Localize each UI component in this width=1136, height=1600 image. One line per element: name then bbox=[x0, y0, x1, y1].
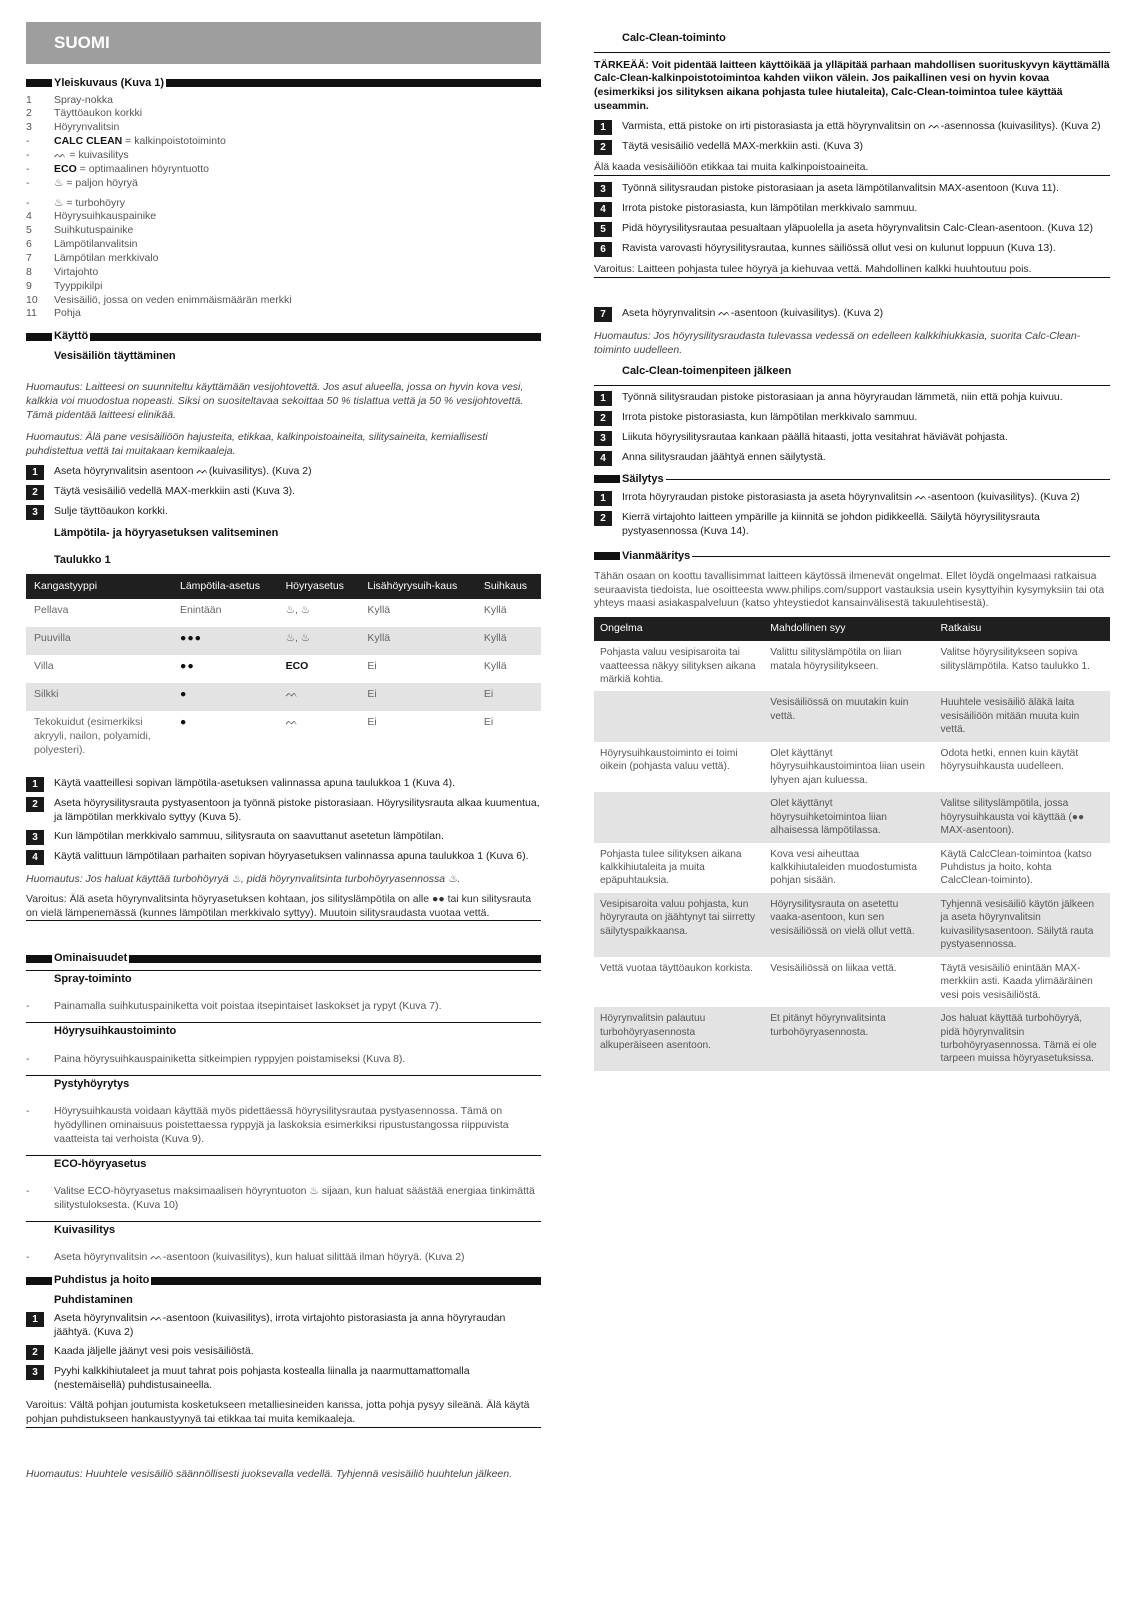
table-cell bbox=[594, 792, 764, 842]
table-cell: Höyrynvalitsin palautuu turbohöyryasennosta alkuperäiseen asentoon. bbox=[594, 1007, 764, 1071]
step bbox=[594, 491, 1110, 506]
feature-item bbox=[26, 1053, 541, 1067]
item-text bbox=[54, 94, 113, 108]
table-row bbox=[594, 742, 1110, 792]
step bbox=[594, 391, 1110, 406]
table-cell: ● bbox=[172, 683, 278, 711]
table-cell: ♨, ♨ bbox=[285, 604, 311, 617]
table-cell: Vesipisaroita valuu pohjasta, kun höyryrauta on jäähtynyt tai siirretty säilytyspaikkaansa. bbox=[594, 893, 764, 957]
step-number: 4 bbox=[594, 451, 612, 466]
step bbox=[594, 511, 1110, 539]
table-cell: Täytä vesisäiliö enintään MAX-merkkiin asti. Kaada ylimääräinen vesi pois vesisäiliöstä. bbox=[940, 962, 1093, 1001]
overview-item bbox=[26, 238, 541, 252]
table-cell: Ei bbox=[367, 716, 377, 729]
table-header: Kangastyyppi bbox=[26, 574, 172, 600]
table-cell: Ei bbox=[359, 683, 475, 711]
item-label: ♨ = paljon höyryä bbox=[54, 176, 138, 189]
feature-item bbox=[26, 1251, 541, 1265]
table-cell: Tyhjennä vesisäiliö käytön jälkeen ja aseta höyrynvalitsin kuivasilitysasentoon. Säilytä rauta pystyasennossa. bbox=[935, 893, 1110, 957]
item-bold: CALC CLEAN bbox=[54, 135, 123, 148]
item-number: - bbox=[26, 176, 30, 189]
right-column bbox=[594, 30, 1110, 1071]
step bbox=[26, 850, 541, 865]
overview-item bbox=[26, 121, 541, 135]
step-number: 1 bbox=[594, 391, 612, 406]
cleaning-steps bbox=[26, 1312, 541, 1392]
item-text bbox=[54, 294, 292, 308]
temp-steps bbox=[26, 777, 541, 865]
step bbox=[594, 431, 1110, 446]
table-cell bbox=[594, 691, 764, 741]
step-text: Pyyhi kalkkihiutaleet ja muut tahrat pois pohjasta kostealla liinalla ja naarmuttamattomalla (nestemäisellä) puhdistusaineella. bbox=[54, 1365, 470, 1391]
table-cell: Kyllä bbox=[483, 660, 507, 673]
step bbox=[594, 140, 1110, 155]
step bbox=[26, 485, 541, 500]
step-text: Täytä vesisäiliö vedellä MAX-merkkiin asti. (Kuva 3) bbox=[622, 139, 863, 152]
cleaning-warning: Varoitus: Vältä pohjan joutumista kosketukseen metalliesineiden kanssa, jotta pohja pysyy sileänä. Älä käytä pohjan puhdistukseen hankaustyynyä tai etikkaa tai muita kemikaaleja. bbox=[26, 1399, 541, 1428]
step-text: Käytä valittuun lämpötilaan parhaiten sopivan höyryasetuksen valinnassa apuna taulukkoa 1 (Kuva 6). bbox=[54, 849, 529, 862]
item-label: Vesisäiliö, jossa on veden enimmäismäärän merkki bbox=[54, 293, 292, 306]
feature-title: Höyrysuihkaustoiminto bbox=[26, 1022, 541, 1039]
table-cell: Pohjasta tulee silityksen aikana kalkkihiutaleita ja muita epäpuhtauksia. bbox=[600, 848, 742, 887]
fill-title: Vesisäiliön täyttäminen bbox=[54, 349, 176, 362]
table-header: Lämpötila-asetus bbox=[172, 574, 278, 600]
step-text: Käytä vaatteillesi sopivan lämpötila-asetuksen valinnassa apuna taulukkoa 1 (Kuva 4). bbox=[54, 777, 455, 790]
feature-title: Spray-toiminto bbox=[26, 970, 541, 987]
table-row bbox=[594, 691, 1110, 741]
table-row bbox=[26, 655, 541, 683]
troubleshooting-intro: Tähän osaan on koottu tavallisimmat laitteen käytössä ilmenevät ongelmat. Ellet löydä ongelmaasi ratkaisua seuraavista tiedoista, lue osoitteesta www.philips.com/support vastauksia usein kysyttyihin kysymyksiin tai ota yhteys maasi asiakaspalveluun (katso yhteystiedot kansainvälisestä takuulehtisestä). bbox=[594, 569, 1105, 610]
table-cell: ●● bbox=[180, 660, 195, 673]
table-cell: Vettä vuotaa täyttöaukon korkista. bbox=[600, 962, 753, 974]
step-number: 3 bbox=[594, 182, 612, 197]
item-number: 10 bbox=[26, 293, 38, 306]
feature-text: Paina höyrysuihkauspainiketta sitkeimpien ryppyjen poistamiseksi (Kuva 8). bbox=[54, 1052, 406, 1065]
overview-item bbox=[26, 224, 541, 238]
step-number: 2 bbox=[594, 140, 612, 155]
item-text bbox=[54, 135, 226, 149]
item-label: Pohja bbox=[54, 307, 81, 320]
item-text bbox=[54, 149, 129, 163]
table-cell: ● bbox=[180, 716, 188, 729]
table-cell: Villa bbox=[34, 660, 54, 673]
step bbox=[26, 465, 541, 480]
overview-item bbox=[26, 163, 541, 177]
item-text bbox=[54, 210, 156, 224]
table-header: Suihkaus bbox=[476, 574, 541, 600]
section-troubleshooting: Vianmääritys bbox=[594, 549, 1110, 564]
table-cell: Höyrysuihkaustoiminto ei toimi oikein (pohjasta valuu vettä). bbox=[600, 747, 738, 773]
section-overview: Yleiskuvaus (Kuva 1) bbox=[26, 76, 541, 91]
step-text: Kierrä virtajohto laitteen ympärille ja kiinnitä se johdon pidikkeellä. Säilytä höyrysilitysrauta pystyasennossa (Kuva 14). bbox=[622, 511, 1040, 538]
table-cell: Höyrysilitysrauta on asetettu vaaka-asentoon, kun sen vesisäiliössä on vielä ollut vettä. bbox=[764, 893, 934, 957]
note-chemicals: Huomautus: Älä pane vesisäiliöön hajusteita, etikkaa, kalkinpoistoaineita, silitysaineita, kemiallisesti puhdistettua vettä tai muitakaan kemikaaleja. bbox=[26, 430, 488, 457]
left-column bbox=[26, 22, 541, 1487]
table-row bbox=[594, 843, 1110, 893]
calc-warning-1: Älä kaada vesisäiliöön etikkaa tai muita kalkinpoistoaineita. bbox=[594, 161, 1110, 176]
item-text bbox=[54, 107, 142, 121]
calc-steps-a bbox=[594, 120, 1110, 155]
item-text bbox=[54, 121, 119, 135]
overview-item bbox=[26, 177, 541, 191]
step-text: Aseta höyrysilitysrauta pystyasentoon ja työnnä pistoke pistorasiaan. Höyrysilitysrauta alkaa kuumentua, ja lämpötilan merkkivalo syttyy (Kuva 5). bbox=[54, 797, 540, 823]
calc-clean-title: Calc-Clean-toiminto bbox=[622, 32, 726, 44]
table-row bbox=[26, 599, 541, 627]
step-text: Kaada jäljelle jäänyt vesi pois vesisäiliöstä. bbox=[54, 1345, 254, 1358]
language-header: SUOMI bbox=[26, 22, 541, 64]
overview-item bbox=[26, 94, 541, 108]
table-row bbox=[594, 893, 1110, 957]
table-row bbox=[594, 641, 1110, 691]
step bbox=[594, 242, 1110, 257]
item-number: 9 bbox=[26, 279, 32, 292]
temp-title: Lämpötila- ja höyryasetuksen valitseminen bbox=[54, 526, 279, 539]
after-steps bbox=[594, 391, 1110, 466]
table-cell: Kyllä bbox=[367, 604, 391, 617]
overview-item bbox=[26, 307, 541, 321]
step-text: Irrota pistoke pistorasiasta, kun lämpötilan merkkivalo sammuu. bbox=[622, 201, 918, 214]
item-label: Spray-nokka bbox=[54, 93, 113, 106]
item-text bbox=[54, 238, 137, 252]
item-number: 6 bbox=[26, 238, 32, 251]
feature-text: Valitse ECO-höyryasetus maksimaalisen höyryntuoton ♨ sijaan, kun haluat säästää energiaa tinkimättä silitystuloksesta. (Kuva 10) bbox=[54, 1185, 535, 1212]
table-header: Ongelma bbox=[594, 617, 764, 641]
step-text: Ravista varovasti höyrysilitysrautaa, kunnes säiliössä ollut vesi on kulunut loppuun (Kuva 13). bbox=[622, 241, 1056, 254]
step bbox=[26, 1365, 541, 1393]
table-cell: Ei bbox=[367, 660, 377, 673]
step-number: 3 bbox=[26, 830, 44, 845]
table-cell: Vesisäiliössä on muutakin kuin vettä. bbox=[764, 691, 934, 741]
table-cell: Ei bbox=[476, 683, 541, 711]
item-label: Höyrysuihkauspainike bbox=[54, 210, 157, 223]
item-number: 2 bbox=[26, 107, 32, 120]
feature-item bbox=[26, 1105, 541, 1147]
table-cell: Enintään bbox=[180, 604, 222, 617]
step-number: 3 bbox=[26, 1365, 44, 1380]
step-text: Kun lämpötilan merkkivalo sammuu, silitysrauta on saavuttanut asetetun lämpötilan. bbox=[54, 829, 444, 842]
step-text: Pidä höyrysilitysrautaa pesualtaan yläpuolella ja aseta höyrynvalitsin Calc-Clean-asentoon. (Kuva 12) bbox=[622, 221, 1094, 234]
table-cell: ᨓ bbox=[285, 716, 299, 729]
item-text bbox=[54, 307, 81, 321]
section-cleaning: Puhdistus ja hoito bbox=[26, 1273, 541, 1288]
step bbox=[26, 1312, 541, 1340]
settings-table bbox=[26, 574, 541, 763]
bullet-dash: - bbox=[26, 1105, 30, 1118]
feature-item bbox=[26, 1000, 541, 1014]
troubleshooting-table bbox=[594, 617, 1110, 1071]
table-cell: Puuvilla bbox=[26, 627, 172, 655]
item-label: Lämpötilanvalitsin bbox=[54, 238, 138, 251]
important-text: TÄRKEÄÄ: Voit pidentää laitteen käyttöikää ja ylläpitää parhaan mahdollisen suorituskyvyn käyttämällä Calc-Clean-kalkinpoistotoimintoa kahden viikon välein. Jos paikallinen vesi on hyvin kovaa (esimerkiksi jos silityksen aikana pohjasta tulee hiutaleita), Calc-Clean-toimintoa tulee käyttää useammin. bbox=[594, 52, 1110, 114]
step bbox=[26, 505, 541, 520]
step-number: 1 bbox=[26, 1312, 44, 1327]
note-water: Huomautus: Laitteesi on suunniteltu käyttämään vesijohtovettä. Jos asut alueella, jossa on hyvin kova vesi, kalkkia voi muodostua nopeasti. Siksi on suositeltavaa sekoittaa 50 % tislattua vettä ja 50 % vesijohtovettä. Tämä pidentää laitteesi elinikää. bbox=[26, 381, 524, 422]
item-number: - bbox=[26, 148, 30, 161]
table-cell: Valitse höyrysilitykseen sopiva silityslämpötila. Katso taulukko 1. bbox=[940, 647, 1091, 672]
feature-title: Kuivasilitys bbox=[26, 1221, 541, 1238]
item-label: Virtajohto bbox=[54, 265, 99, 278]
step-number: 4 bbox=[26, 850, 44, 865]
item-text bbox=[54, 163, 209, 177]
step-number: 5 bbox=[594, 222, 612, 237]
fill-steps bbox=[26, 465, 541, 520]
step bbox=[26, 830, 541, 845]
calc-warning-2: Varoitus: Laitteen pohjasta tulee höyryä ja kiehuvaa vettä. Mahdollinen kalkki huuhtoutuu pois. bbox=[594, 263, 1110, 278]
step-text: Varmista, että pistoke on irti pistorasiasta ja että höyrynvalitsin on ᨓ-asennossa (kuivasilitys). (Kuva 2) bbox=[622, 119, 1101, 132]
overview-item bbox=[26, 252, 541, 266]
table-cell: Et pitänyt höyrynvalitsinta turbohöyryasennosta. bbox=[764, 1007, 934, 1071]
item-label: = kalkinpoistotoiminto bbox=[122, 135, 226, 148]
overview-list bbox=[26, 94, 541, 322]
cleaning-subtitle: Puhdistaminen bbox=[54, 1293, 133, 1306]
table-cell: Odota hetki, ennen kuin käytät höyrysuihkausta uudelleen. bbox=[940, 747, 1079, 773]
item-number: 4 bbox=[26, 210, 32, 223]
step bbox=[594, 182, 1110, 197]
step-text: Aseta höyrynvalitsin ᨓ-asentoon (kuivasilitys), irrota virtajohto pistorasiasta ja anna höyryraudan jäähtyä. (Kuva 2) bbox=[54, 1312, 506, 1339]
item-label: ♨ = turbohöyry bbox=[54, 196, 125, 209]
item-text bbox=[54, 266, 98, 280]
step bbox=[594, 222, 1110, 237]
table-row bbox=[26, 683, 541, 711]
item-label: ᨓ = kuivasilitys bbox=[54, 148, 129, 161]
table-cell: Valitse silityslämpötila, jossa höyrysuihkausta voi käyttää (●● MAX-asentoon). bbox=[935, 792, 1110, 842]
table-cell: Olet käyttänyt höyrysuihketoimintoa liian alhaisessa lämpötilassa. bbox=[764, 792, 934, 842]
step-number: 2 bbox=[26, 1345, 44, 1360]
features-list bbox=[26, 970, 541, 1265]
item-label: Suihkutuspainike bbox=[54, 224, 134, 237]
table-cell: ECO bbox=[285, 660, 309, 673]
table-cell: Silkki bbox=[26, 683, 172, 711]
section-features: Ominaisuudet bbox=[26, 951, 541, 966]
calc-note: Huomautus: Jos höyrysilitysraudasta tulevassa vedessä on edelleen kalkkihiukkasia, suorita Calc-Clean-toiminto uudelleen. bbox=[594, 329, 1081, 356]
step-number: 1 bbox=[594, 491, 612, 506]
feature-item bbox=[26, 1185, 541, 1213]
table-cell: Tekokuidut (esimerkiksi akryyli, nailon, polyamidi, polyesteri). bbox=[34, 716, 151, 757]
section-use: Käyttö bbox=[26, 329, 541, 344]
table-cell: ᨓ bbox=[278, 683, 360, 711]
step bbox=[594, 120, 1110, 135]
step-text: Anna silitysraudan jäähtyä ennen säilytystä. bbox=[622, 450, 826, 463]
item-number: 11 bbox=[26, 307, 37, 320]
step bbox=[594, 411, 1110, 426]
step-text: Liikuta höyrysilitysrautaa kankaan päällä hitaasti, jotta vesitahrat häviävät pohjasta. bbox=[622, 430, 1008, 443]
temp-warning: Varoitus: Älä aseta höyrynvalitsinta höyryasetuksen kohtaan, jos silityslämpötila on alle ●● tai kun silitysrauta on vielä lämpenemässä (kunnes lämpötilan merkkivalo syttyy). Muutoin silitysraudasta vuotaa vettä. bbox=[26, 893, 541, 922]
step-number: 2 bbox=[26, 797, 44, 812]
step-number: 4 bbox=[594, 202, 612, 217]
storage-steps bbox=[594, 491, 1110, 539]
overview-item bbox=[26, 280, 541, 294]
table-row bbox=[26, 711, 541, 763]
item-label: Höyrynvalitsin bbox=[54, 121, 120, 134]
step-number: 3 bbox=[594, 431, 612, 446]
item-bold: ECO bbox=[54, 162, 77, 175]
step bbox=[594, 451, 1110, 466]
table-header: Ratkaisu bbox=[935, 617, 1110, 641]
item-text bbox=[54, 197, 125, 211]
table-cell: ●●● bbox=[172, 627, 278, 655]
item-number: 3 bbox=[26, 121, 32, 134]
table-row bbox=[594, 1007, 1110, 1071]
table-header: Mahdollinen syy bbox=[764, 617, 934, 641]
item-label: = optimaalinen höyryntuotto bbox=[76, 162, 209, 175]
table-header: Lisähöyrysuih-kaus bbox=[359, 574, 475, 600]
table-cell: ♨, ♨ bbox=[278, 627, 360, 655]
item-number: - bbox=[26, 135, 30, 148]
step-text: Työnnä silitysraudan pistoke pistorasiaan ja anna höyryraudan lämmetä, niin että pohja kuivuu. bbox=[622, 390, 1063, 403]
table-cell: Ei bbox=[483, 716, 494, 729]
item-text bbox=[54, 252, 158, 266]
step-number: 2 bbox=[594, 411, 612, 426]
bullet-dash: - bbox=[26, 1251, 30, 1264]
step bbox=[26, 1345, 541, 1360]
step bbox=[26, 797, 541, 825]
table-cell: Olet käyttänyt höyrysuihkaustoimintoa liian usein lyhyen ajan kuluessa. bbox=[770, 747, 925, 786]
step-number: 1 bbox=[26, 465, 44, 480]
table-cell: Vesisäiliössä on liikaa vettä. bbox=[770, 962, 897, 974]
bullet-dash: - bbox=[26, 1000, 30, 1013]
overview-item bbox=[26, 197, 541, 211]
feature-title: Pystyhöyrytys bbox=[26, 1075, 541, 1092]
step-number: 6 bbox=[594, 242, 612, 257]
item-text bbox=[54, 224, 133, 238]
step bbox=[26, 777, 541, 792]
bullet-dash: - bbox=[26, 1052, 30, 1065]
bullet-dash: - bbox=[26, 1185, 30, 1198]
step-text: Sulje täyttöaukon korkki. bbox=[54, 504, 168, 517]
item-number: 1 bbox=[26, 93, 32, 106]
item-text bbox=[54, 177, 138, 191]
step-text: Irrota pistoke pistorasiasta, kun lämpötilan merkkivalo sammuu. bbox=[622, 410, 918, 423]
section-storage: Säilytys bbox=[594, 472, 1110, 487]
table-cell: Kyllä bbox=[483, 604, 507, 617]
item-number: 8 bbox=[26, 265, 32, 278]
feature-text: Painamalla suihkutuspainiketta voit poistaa itsepintaiset laskokset ja rypyt (Kuva 7). bbox=[54, 1000, 442, 1013]
table-cell: Kyllä bbox=[476, 627, 541, 655]
table-cell: Kova vesi aiheuttaa kalkkihiutaleiden muodostumista pohjan sisään. bbox=[770, 848, 917, 887]
table-cell: Pellava bbox=[34, 604, 69, 617]
item-label: Tyyppikilpi bbox=[54, 279, 103, 292]
item-label: Lämpötilan merkkivalo bbox=[54, 251, 159, 264]
overview-item bbox=[26, 135, 541, 149]
step bbox=[594, 202, 1110, 217]
step-text: Aseta höyrynvalitsin asentoon ᨓ(kuivasilitys). (Kuva 2) bbox=[54, 464, 312, 477]
item-number: 7 bbox=[26, 251, 32, 264]
table-cell: Valittu silityslämpötila on liian matala höyrysilitykseen. bbox=[770, 647, 902, 672]
step-number: 1 bbox=[594, 120, 612, 135]
step: 7 Aseta höyrynvalitsin ᨓ-asentoon (kuivasilitys). (Kuva 2) bbox=[594, 307, 1110, 322]
table-row bbox=[594, 957, 1110, 1007]
table-cell: Jos haluat käyttää turbohöyryä, pidä höyrynvalitsin turbohöyryasennossa. Tämä ei ole tarpeen muissa höyryasetuksissa. bbox=[935, 1007, 1110, 1071]
feature-text: Höyrysuihkausta voidaan käyttää myös pidettäessä höyrysilitysrautaa pystyasennossa. Tämä on hyödyllinen ominaisuus poistettaessa ryppyjä ja laskoksia esimerkiksi ripustustangossa riippuvista vaatteista tai verhoista (Kuva 9). bbox=[54, 1105, 509, 1145]
step-text: Työnnä silitysraudan pistoke pistorasiaan ja aseta lämpötilanvalitsin MAX-asentoon (Kuva 11). bbox=[622, 181, 1059, 194]
step-text: Täytä vesisäiliö vedellä MAX-merkkiin asti (Kuva 3). bbox=[54, 484, 295, 497]
feature-title: ECO-höyryasetus bbox=[26, 1155, 541, 1172]
table-cell: Kyllä bbox=[359, 627, 475, 655]
item-label: Täyttöaukon korkki bbox=[54, 107, 143, 120]
feature-text: Aseta höyrynvalitsin ᨓ-asentoon (kuivasilitys), kun haluat silittää ilman höyryä. (Kuva 2) bbox=[54, 1251, 465, 1264]
overview-item bbox=[26, 149, 541, 163]
item-number: 5 bbox=[26, 224, 32, 237]
step-text: Irrota höyryraudan pistoke pistorasiasta ja aseta höyrynvalitsin ᨓ-asentoon (kuivasilitys). (Kuva 2) bbox=[622, 491, 1080, 504]
table-cell: Huuhtele vesisäiliö äläkä laita vesisäiliöön mitään muuta kuin vettä. bbox=[935, 691, 1110, 741]
table-row bbox=[594, 792, 1110, 842]
table-header: Höyryasetus bbox=[278, 574, 360, 600]
table-row bbox=[26, 627, 541, 655]
item-number: - bbox=[26, 196, 30, 209]
turbo-note: Huomautus: Jos haluat käyttää turbohöyryä ♨, pidä höyrynvalitsinta turbohöyryasennossa ♨. bbox=[26, 872, 461, 885]
step-number: 2 bbox=[594, 511, 612, 526]
overview-item bbox=[26, 294, 541, 308]
table-cell: Käytä CalcClean-toimintoa (katso Puhdistus ja hoito, kohta CalcClean-toiminto). bbox=[940, 848, 1092, 887]
step-number: 3 bbox=[26, 505, 44, 520]
overview-item bbox=[26, 107, 541, 121]
overview-item bbox=[26, 210, 541, 224]
cleaning-note: Huomautus: Huuhtele vesisäiliö säännöllisesti juoksevalla vedellä. Tyhjennä vesisäiliö huuhtelun jälkeen. bbox=[26, 1467, 513, 1480]
step-number: 2 bbox=[26, 485, 44, 500]
item-number: - bbox=[26, 162, 30, 175]
overview-item bbox=[26, 266, 541, 280]
calc-steps-b bbox=[594, 182, 1110, 257]
after-title: Calc-Clean-toimenpiteen jälkeen bbox=[622, 365, 792, 378]
step-number: 1 bbox=[26, 777, 44, 792]
table-title: Taulukko 1 bbox=[54, 554, 111, 567]
table-cell: Pohjasta valuu vesipisaroita tai vaatteessa näkyy silityksen aikana märkiä kohtia. bbox=[600, 647, 756, 685]
item-text bbox=[54, 280, 102, 294]
